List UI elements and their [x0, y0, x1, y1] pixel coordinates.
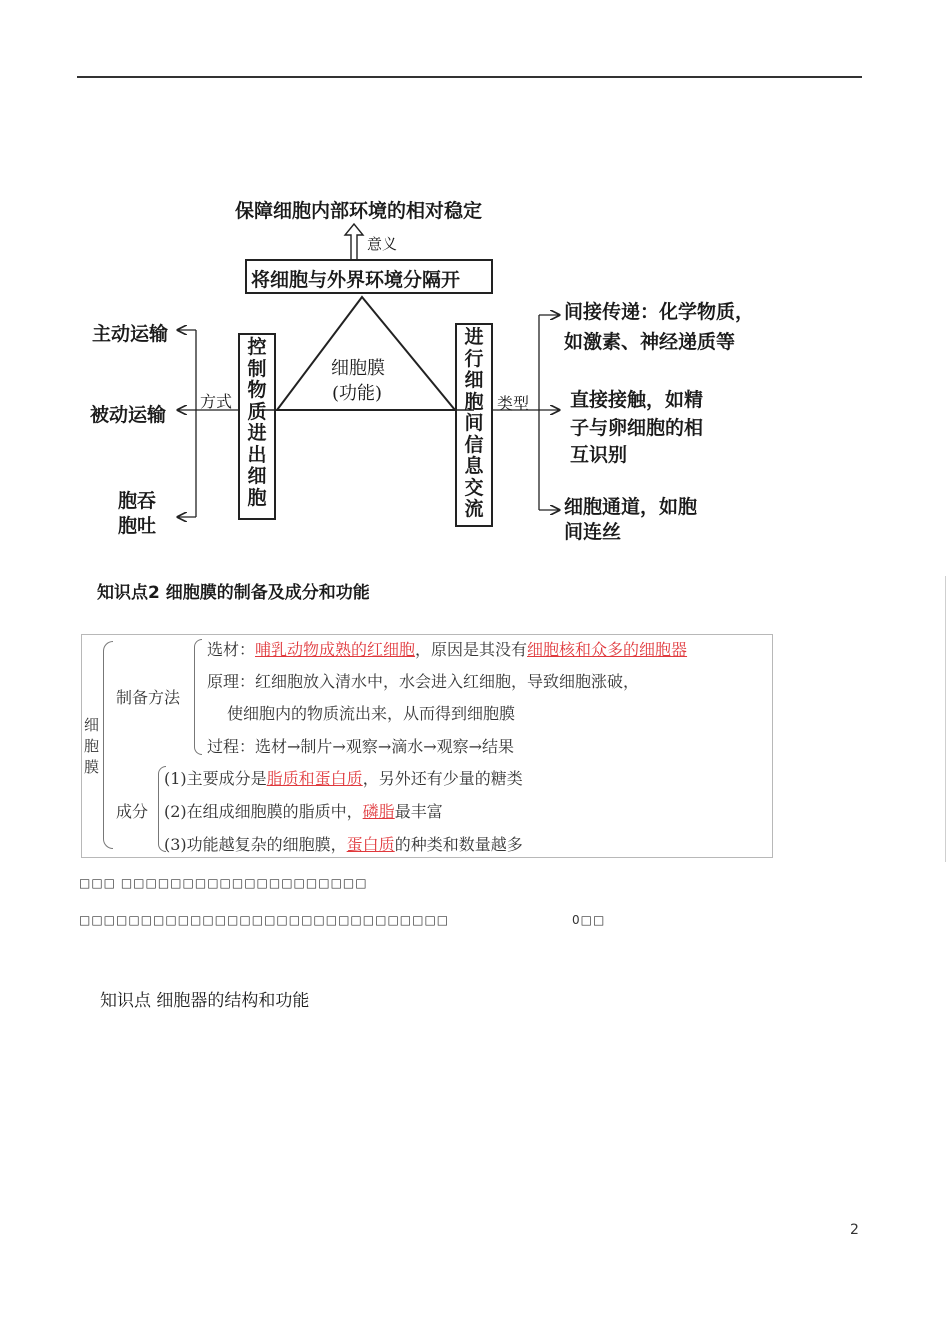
meaning-label: 意义	[367, 235, 398, 253]
prep-method-label: 制备方法	[116, 688, 181, 707]
component-3: (3)功能越复杂的细胞膜，蛋白质的种类和数量越多	[164, 835, 523, 854]
control-transport-text: 控 制 物 质 进 出 细 胞	[247, 336, 267, 509]
passive-transport: 被动运输	[90, 404, 167, 426]
organelle-highlight: 细胞核和众多的细胞器	[527, 640, 688, 659]
section-heading-2: 知识点2 细胞膜的制备及成分和功能	[97, 583, 370, 603]
type-label: 类型	[497, 394, 530, 413]
lipid-protein-highlight: 脂质和蛋白质	[266, 769, 363, 788]
indirect-line1: 间接传递：化学物质，	[564, 301, 755, 323]
prep-brace	[194, 639, 202, 755]
info-exchange-box	[455, 323, 493, 527]
garbled-text-line-1: □□□ □□□□□□□□□□□□□□□□□□□□	[79, 876, 368, 890]
garbled-text-line-2: □□□□□□□□□□□□□□□□□□□□□□□□□□□□□□	[79, 913, 450, 927]
meaning-arrow	[345, 224, 363, 259]
endocytosis-text: 胞吞	[118, 490, 157, 512]
info-exchange-text: 进 行 细 胞 间 信 息 交 流	[464, 326, 484, 520]
significance-text: 保障细胞内部环境的相对稳定	[235, 200, 483, 222]
control-transport-box	[238, 333, 276, 520]
principle-line2: 使细胞内的物质流出来，从而得到细胞膜	[227, 704, 516, 723]
direct-line3: 互识别	[570, 444, 628, 466]
root-brace	[103, 641, 113, 849]
component-2: (2)在组成细胞膜的脂质中，磷脂最丰富	[164, 802, 443, 821]
channel-line2: 间连丝	[564, 521, 622, 543]
exocytosis-text: 胞吐	[118, 515, 157, 537]
direct-line2: 子与卵细胞的相	[570, 417, 704, 439]
separate-box-text: 将细胞与外界环境分隔开	[251, 269, 461, 291]
center-title: 细胞膜	[331, 358, 385, 379]
protein-highlight: 蛋白质	[346, 835, 395, 854]
membrane-function-diagram	[81, 188, 773, 556]
process-line: 过程：选材→制片→观察→滴水→观察→结果	[207, 737, 515, 756]
header-rule	[77, 76, 862, 78]
component-1: (1)主要成分是脂质和蛋白质，另外还有少量的糖类	[164, 769, 523, 788]
separate-box	[245, 259, 493, 294]
center-subtitle: (功能)	[332, 383, 383, 404]
phospholipid-highlight: 磷脂	[362, 802, 395, 821]
principle-line1: 原理：红细胞放入清水中，水会进入红细胞，导致细胞涨破，	[207, 672, 640, 691]
section-heading-3: 知识点 细胞器的结构和功能	[100, 991, 310, 1011]
channel-line1: 细胞通道，如胞	[564, 496, 698, 518]
page-edge-line	[945, 576, 946, 862]
garbled-text-line-2-tail: 0□□	[572, 913, 606, 927]
method-label: 方式	[200, 392, 233, 411]
components-label: 成分	[116, 802, 149, 821]
membrane-preparation-diagram	[81, 634, 773, 858]
direct-line1: 直接接触，如精	[570, 389, 704, 411]
active-transport: 主动运输	[92, 323, 169, 345]
indirect-line2: 如激素、神经递质等	[564, 331, 736, 353]
material-highlight: 哺乳动物成熟的红细胞	[255, 640, 416, 659]
material-line: 选材：哺乳动物成熟的红细胞，原因是其没有细胞核和众多的细胞器	[207, 640, 688, 659]
page-number: 2	[850, 1222, 859, 1238]
root-label: 细 胞 膜	[84, 716, 100, 776]
